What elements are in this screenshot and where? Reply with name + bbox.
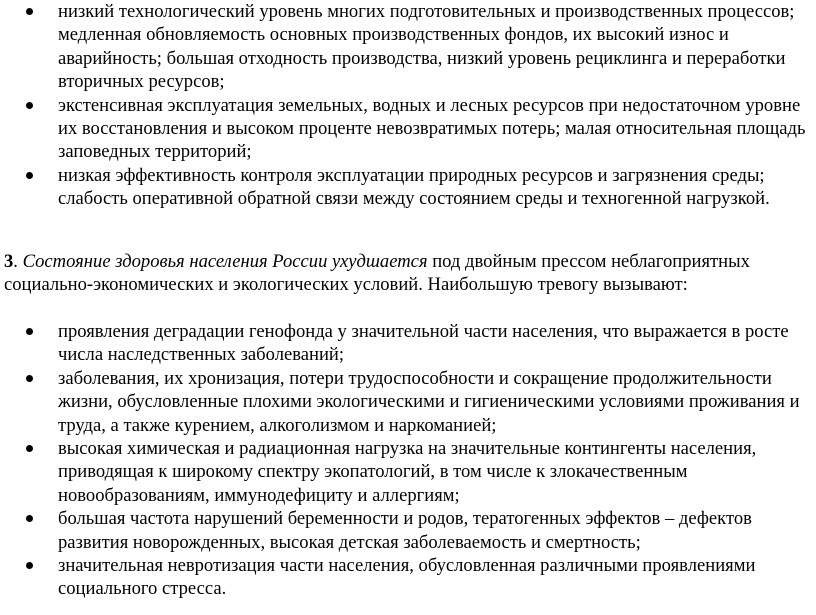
bullet-icon (26, 445, 33, 452)
list-item-text: значительная невротизация части населения, обусловленная различными проявлениями социального стресса. (58, 555, 756, 600)
section-heading-italic: Состояние здоровья населения России ухудшается (22, 251, 428, 272)
list-item-text: экстенсивная эксплуатация земельных, водных и лесных ресурсов при недостаточном уровне их восстановления и высоком проценте невозвратимых потерь; малая относительная площадь заповедных территорий; (58, 94, 806, 163)
bullet-icon (26, 562, 33, 569)
bullet-icon (26, 8, 33, 15)
bullet-icon (26, 328, 33, 335)
list-item-text: высокая химическая и радиационная нагрузка на значительные контингенты населения, приводящая к широкому спектру экопатологий, в том числе к злокачественным новообразованиям, иммунодефициту и аллергиям; (58, 438, 757, 506)
list-item-text: проявления деградации генофонда у значительной части населения, что выражается в росте числа наследственных заболеваний; (58, 321, 789, 366)
list-item (0, 554, 812, 601)
list-item (0, 367, 812, 437)
list-item (0, 0, 812, 94)
bullet-icon (26, 375, 33, 382)
list-item (0, 320, 812, 367)
list-item-text: низкая эффективность контроля эксплуатации природных ресурсов и загрязнения среды; слабость оперативной обратной связи между состоянием среды и техногенной нагрузкой. (58, 164, 770, 210)
section-number: 3 (4, 251, 14, 272)
list-item-text: низкий технологический уровень многих подготовительных и производственных процессов; медленная обновляемость основных производственных фондов, их высокий износ и аварийность; большая отходность производства, низкий уровень рециклинга и переработки вторичных ресурсов; (58, 1, 795, 93)
bullet-icon (26, 102, 33, 109)
bullet-icon (26, 515, 33, 522)
list-item-text: большая частота нарушений беременности и родов, тератогенных эффектов – дефектов развития новорожденных, высокая детская заболеваемость и смертность; (58, 508, 752, 553)
section-body-text: под двойным прессом неблагоприятных социально-экономических и экологических условий. Наибольшую тревогу вызывают: (4, 251, 750, 296)
section-number-dot: . (13, 251, 23, 272)
bullet-list-problems (0, 0, 812, 211)
list-item (0, 94, 812, 164)
bullet-icon (26, 172, 33, 179)
list-item (0, 507, 812, 554)
list-item-text: заболевания, их хронизация, потери трудоспособности и сокращение продолжительности жизни, обусловленные плохими экологическими и гигиеническими условиями проживания и труда, а также курением, алкоголизмом и наркоманией; (58, 367, 800, 436)
bullet-list-health-concerns (0, 320, 812, 601)
list-item (0, 437, 812, 507)
list-item (0, 164, 812, 211)
section-3-paragraph (4, 250, 812, 297)
